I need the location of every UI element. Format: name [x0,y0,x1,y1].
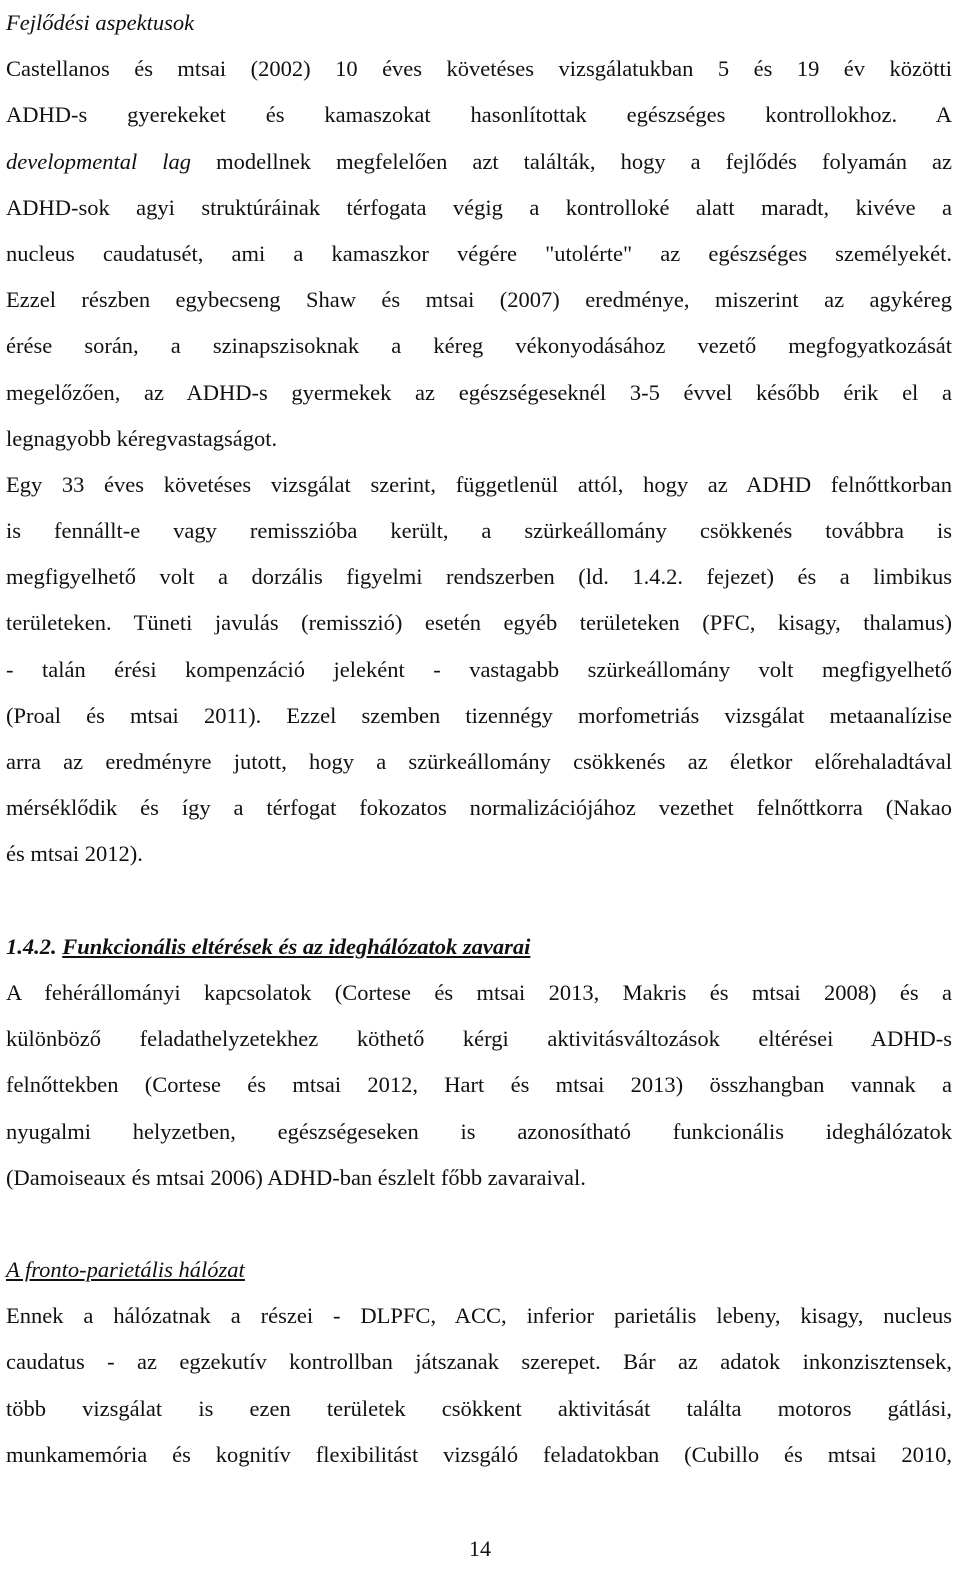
paragraph-line: Ezzel részben egybecseng Shaw és mtsai (2007) eredménye, miszerint az agykéreg [6,287,952,313]
paragraph-line: A fehérállományi kapcsolatok (Cortese és mtsai 2013, Makris és mtsai 2008) és a [6,979,952,1005]
spacer [6,878,952,924]
spacer [6,1201,952,1247]
paragraph-line: területeken. Tüneti javulás (remisszió) esetén egyéb területeken (PFC, kisagy, thalamus) [6,610,952,636]
paragraph-line: ADHD-sok agyi struktúráinak térfogata végig a kontrolloké alatt maradt, kivéve a [6,194,952,220]
paragraph-line: különböző feladathelyzetekhez köthető kérgi aktivitásváltozások eltérései ADHD-s [6,1026,952,1052]
subsection-number: 1.4.2. [6,933,57,959]
paragraph-line: mérséklődik és így a térfogat fokozatos normalizációjához vezethet felnőttkorra (Nakao [6,795,952,821]
paragraph-line: Castellanos és mtsai (2002) 10 éves követéses vizsgálatukban 5 és 19 év közötti [6,56,952,82]
paragraph-line: caudatus - az egzekutív kontrollban játszanak szerepet. Bár az adatok inkonzisztensek, [6,1349,952,1375]
paragraph-line: nucleus caudatusét, ami a kamaszkor végére "utolérte" az egészséges személyekét. [6,240,952,266]
paragraph-line: (Proal és mtsai 2011). Ezzel szemben tizennégy morfometriás vizsgálat metaanalízise [6,702,952,728]
paragraph-text: modellnek megfelelően azt találták, hogy a fejlődés folyamán az [191,148,952,174]
paragraph-line: legnagyobb kéregvastagságot. [6,425,278,451]
paragraph-line: arra az eredményre jutott, hogy a szürkeállomány csökkenés az életkor előrehaladtával [6,749,952,774]
section-heading: Fejlődési aspektusok [6,10,195,35]
paragraph-line: - talán érési kompenzáció jeleként - vastagabb szürkeállomány volt megfigyelhető [6,656,952,682]
paragraph-line: megelőzően, az ADHD-s gyermekek az egészségeseknél 3-5 évvel később érik el a [6,379,952,405]
document-page [6,0,952,1478]
subsection-heading [6,924,952,970]
paragraph-line: munkamemória és kognitív flexibilitást vizsgáló feladatokban (Cubillo és mtsai 2010, [6,1441,952,1467]
subsection-title: Funkcionális eltérések és az ideghálózatok zavarai [62,933,531,959]
paragraph-line: Egy 33 éves követéses vizsgálat szerint, függetlenül attól, hogy az ADHD felnőttkorban [6,471,952,497]
paragraph-line: (Damoiseaux és mtsai 2006) ADHD-ban észlelt főbb zavaraival. [6,1164,586,1190]
subheading: A fronto-parietális hálózat [6,1257,245,1283]
italic-term: developmental lag [6,148,192,174]
paragraph-line: ADHD-s gyerekeket és kamaszokat hasonlítottak egészséges kontrollokhoz. A [6,102,952,128]
paragraph-line: megfigyelhető volt a dorzális figyelmi rendszerben (ld. 1.4.2. fejezet) és a limbikus [6,564,952,590]
paragraph-line: felnőttekben (Cortese és mtsai 2012, Hart és mtsai 2013) összhangban vannak a [6,1072,952,1098]
paragraph-line: is fennállt-e vagy remisszióba került, a szürkeállomány csökkenés továbbra is [6,518,952,544]
paragraph-line: több vizsgálat is ezen területek csökkent aktivitását találta motoros gátlási, [6,1395,952,1421]
paragraph-line: és mtsai 2012). [6,841,143,867]
paragraph-line [6,139,952,185]
paragraph-line: érése során, a szinapszisoknak a kéreg vékonyodásához vezető megfogyatkozását [6,333,952,359]
paragraph-line: Ennek a hálózatnak a részei - DLPFC, ACC, inferior parietális lebeny, kisagy, nucleus [6,1303,952,1329]
page-number: 14 [469,1536,491,1561]
paragraph-line: nyugalmi helyzetben, egészségeseken is azonosítható funkcionális ideghálózatok [6,1118,952,1144]
